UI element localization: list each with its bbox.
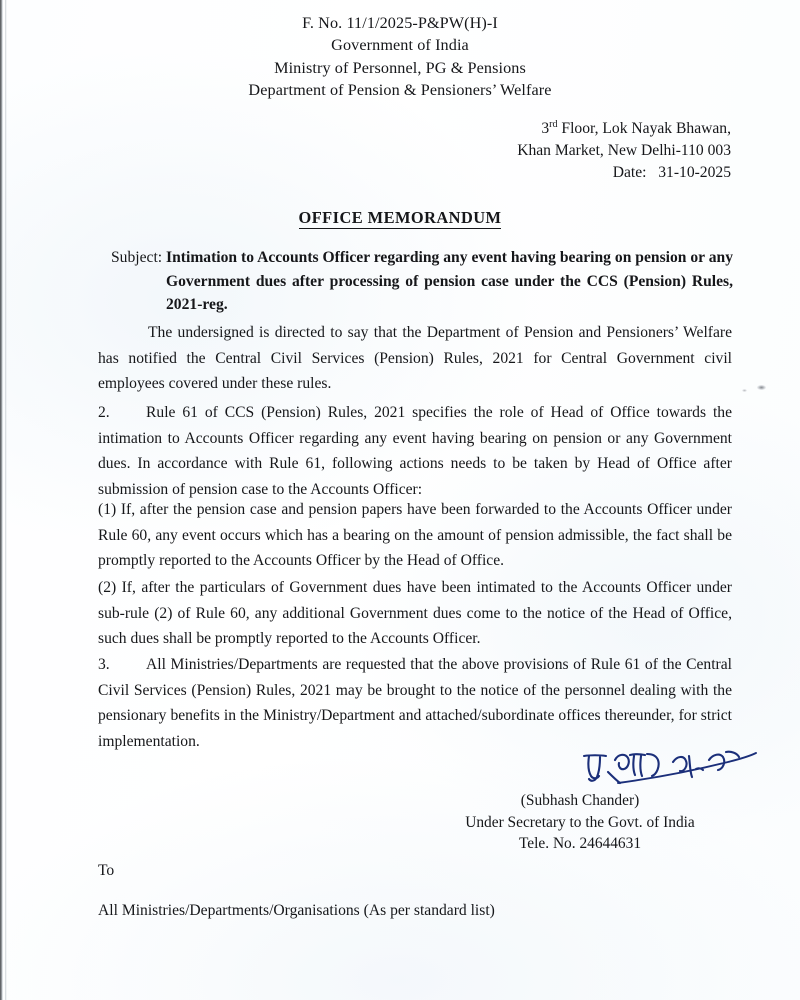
signatory-designation: Under Secretary to the Govt. of India — [465, 813, 695, 831]
clause-1 — [98, 497, 732, 574]
department-line: Department of Pension & Pensioners’ Welfare — [248, 81, 552, 100]
signatory-telephone: Tele. No. 24644631 — [518, 835, 642, 853]
clause-2-text: (2) If, after the particulars of Government dues have been intimated to the Accounts Officer under sub-rule (2) of Rule 60, any additional Government dues come to the notice of the Head of Office, such dues shall be promptly reported to the Accounts Officer. — [98, 579, 732, 648]
date-label: Date: — [612, 163, 647, 181]
subject-block — [111, 246, 733, 317]
signatory-name: (Subhash Chander) — [520, 792, 640, 809]
paragraph-3-text: All Ministries/Departments are requested that the above provisions of Rule 61 of the Central Civil Services (Pension) Rules, 2021 may be brought to the notice of the personnel dealing with the pensionary benefits in the Ministry/Department and attached/subordinate offices thereunder, for strict implementation. — [98, 656, 732, 750]
address-line-2: Khan Market, New Delhi-110 003 — [517, 141, 731, 159]
address-block — [517, 118, 731, 183]
subject-text: Intimation to Accounts Officer regarding any event having bearing on pension or any Government dues after processing of pension case under the CCS (Pension) Rules, 2021-reg. — [166, 249, 733, 314]
to-label: To — [98, 862, 115, 879]
subject-label: Subject: — [111, 249, 163, 266]
address-line-1: 3rd Floor, Lok Nayak Bhawan, — [541, 118, 731, 137]
handwritten-signature — [578, 748, 778, 796]
paragraph-3 — [98, 652, 732, 754]
recipients-line: All Ministries/Departments/Organisations (As per standard list) — [98, 902, 495, 919]
page-title — [0, 208, 800, 228]
paragraph-3-number: 3. — [98, 656, 110, 673]
signature-block — [430, 790, 730, 855]
government-line: Government of India — [331, 36, 469, 55]
letterhead — [100, 12, 700, 102]
file-number: F. No. 11/1/2025-P&PW(H)-I — [302, 14, 498, 32]
subject-line — [111, 246, 733, 317]
paragraph-intro — [98, 320, 732, 397]
date-value: 31-10-2025 — [658, 163, 731, 181]
office-memorandum-heading: OFFICE MEMORANDUM — [298, 208, 502, 227]
ordinal-suffix: rd — [549, 118, 558, 130]
clause-1-text: (1) If, after the pension case and pension papers have been forwarded to the Accounts Officer under Rule 60, any event occurs which has a bearing on the amount of pension admissible, the fact shall be promptly reported to the Accounts Officer by the Head of Office. — [98, 501, 732, 570]
date-line — [517, 162, 731, 184]
paragraph-2-text: Rule 61 of CCS (Pension) Rules, 2021 specifies the role of Head of Office towards the intimation to Accounts Officer regarding any event having bearing on pension or any Government dues. In accordance with Rule 61, following actions needs to be taken by Head of Office after submission of pension case to the Accounts Officer: — [98, 404, 732, 498]
paragraph-2 — [98, 400, 732, 502]
clause-2 — [98, 575, 732, 652]
ministry-line: Ministry of Personnel, PG & Pensions — [274, 58, 526, 77]
paragraph-intro-text: The undersigned is directed to say that the Department of Pension and Pensioners’ Welfare has notified the Central Civil Services (Pension) Rules, 2021 for Central Government civil employees covered under these rules. — [98, 324, 732, 393]
paragraph-2-number: 2. — [98, 404, 110, 421]
